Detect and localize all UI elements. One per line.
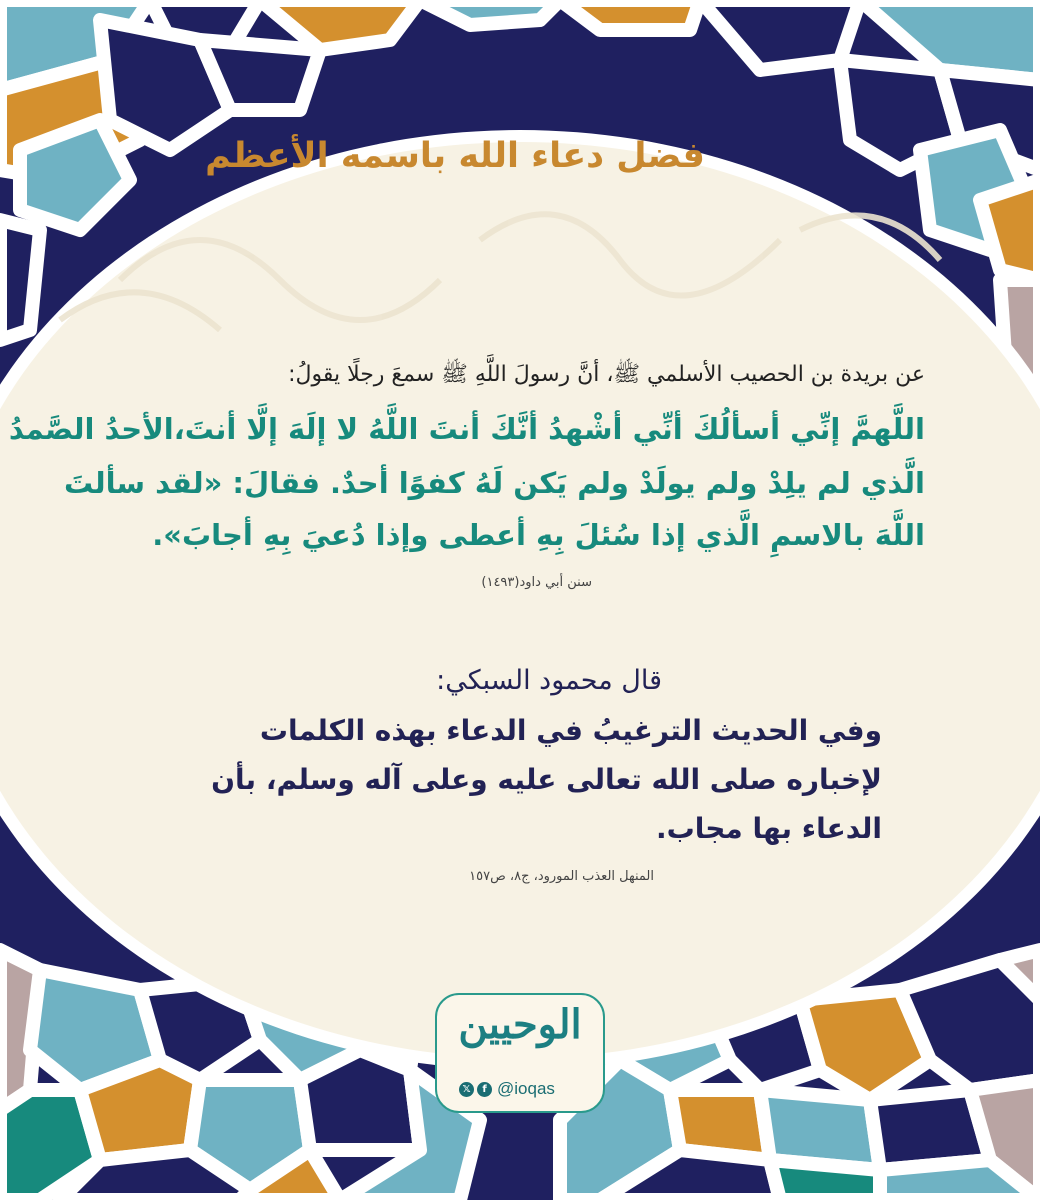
hadith-dua-line: اللَّهَ بالاسمِ الَّذي إذا سُئلَ بِهِ أعطى وإذا دُعيَ بِهِ أجابَ». — [152, 518, 925, 552]
social-handle[interactable]: @ioqas — [497, 1079, 555, 1098]
hadith-source-citation: سنن أبي داود(١٤٩٣) — [481, 575, 592, 590]
commentary-intro: قال محمود السبكي: — [436, 665, 662, 696]
commentary-source-citation: المنهل العذب المورود، ج٨، ص١٥٧ — [469, 869, 654, 884]
page-title: فضل دعاء الله باسمه الأعظم — [205, 136, 705, 176]
hadith-narration: عن بريدة بن الحصيب الأسلمي ﷺ، أنَّ رسولَ اللَّهِ ﷺ سمعَ رجلًا يقولُ: — [288, 362, 925, 387]
x-icon[interactable]: 𝕏 — [459, 1082, 474, 1097]
commentary-line: وفي الحديث الترغيبُ في الدعاء بهذه الكلمات — [259, 714, 882, 747]
commentary-line: لإخباره صلى الله تعالى عليه وعلى آله وسلم، بأن — [211, 763, 882, 796]
hadith-dua-line: اللَّهمَّ إنِّي أسألُكَ أنِّي أشْهدُ أنَّكَ أنتَ اللَّهُ لا إلَهَ إلَّا أنتَ،الأحدُ الصَّمدُ — [8, 412, 925, 446]
hadith-dua-line: الَّذي لم يلِدْ ولم يولَدْ ولم يَكن لَهُ كفوًا أحدٌ. فقالَ: «لقد سألتَ — [64, 466, 925, 500]
facebook-icon[interactable]: f — [477, 1082, 492, 1097]
social-links — [459, 1077, 589, 1101]
brand-logo — [435, 993, 605, 1113]
logo-wordmark: الوحيين — [458, 1001, 582, 1048]
commentary-line: الدعاء بها مجاب. — [655, 812, 882, 845]
